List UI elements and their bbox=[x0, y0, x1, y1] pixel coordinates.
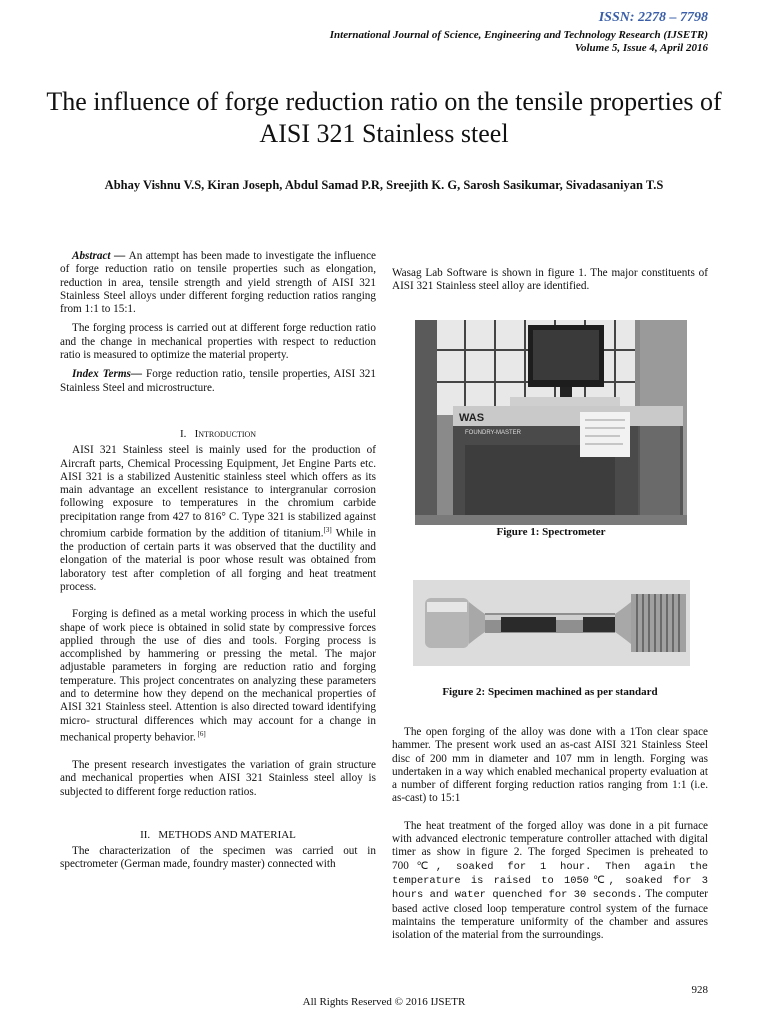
index-terms: Index Terms— Forge reduction ratio, tensile properties, AISI 321 Stainless Steel and microstructure. bbox=[60, 368, 376, 394]
right-column-body bbox=[392, 726, 708, 942]
journal-volume: Volume 5, Issue 4, April 2016 bbox=[574, 42, 708, 54]
section-heading-methods: II. METHODS AND MATERIAL bbox=[140, 828, 296, 841]
citation-ref: [6] bbox=[195, 729, 206, 738]
intro-paragraph-1: AISI 321 Stainless steel is mainly used for the production of Aircraft parts, Chemical Processing Equipment, Jet Engine Parts etc. AISI 321 is a stabilized Austenitic stainless steel which offers as its main advantage an excellent resistance to intergranular corrosion following exposure to temperatures in the chromium carbide precipitation range from 427 to 816° C. Type 321 is stabilized against chromium carbide formation by the addition of titanium.[3] While in the production of certain parts it was observed that the ductility and elongation of the material is poor whose result was obtained from laboratory test after completion of all forging and heat treatment process. bbox=[60, 444, 376, 593]
spectrometer-illustration bbox=[415, 320, 687, 525]
methods-paragraph-1: The characterization of the specimen was carried out in spectrometer (German made, foundry master) connected with bbox=[60, 845, 376, 871]
right-paragraph-2: The open forging of the alloy was done with a 1Ton clear space hammer. The present work used an as-cast AISI 321 Stainless Steel disc of 200 mm in diameter and 107 mm in length. Forging was undertaken in a way which enabled mechanical property evaluation at a number of different forging reduction ratios ranging from 1:1 (i.e. as-cast) to 15:1 bbox=[392, 726, 708, 805]
citation-ref: [3] bbox=[323, 526, 332, 535]
abstract-text: An attempt has been made to investigate the influence of forge reduction ratio on tensile properties such as elongation, reduction in area, tensile strength and yield strength of AISI 321 Stainless Steel alloys under different forging reduction ratios ranging from 1:1 to 15:1. bbox=[60, 250, 377, 316]
figure-2-specimen-photo bbox=[413, 580, 690, 666]
author-list: Abhay Vishnu V.S, Kiran Joseph, Abdul Samad P.R, Sreejith K. G, Sarosh Sasikumar, Sivadasaniyan T.S bbox=[104, 178, 664, 192]
figure-2-caption: Figure 2: Specimen machined as per standard bbox=[442, 686, 658, 698]
abstract-paragraph-2: The forging process is carried out at different forge reduction ratio and the change in mechanical properties with respect to reduction ratio is measured to optimize the material property. bbox=[60, 322, 376, 362]
intro-paragraph-2: Forging is defined as a metal working process in which the useful shape of work piece is obtained in solid state by compressive forces applied through the use of dies and tools. Forging process is accomplished by hammering or pressing the metal. The major adjustable parameters in forging are reduction ratio and forging temperature. This project concentrates on analyzing these parameters and to determine how they depend on the mechanical properties of AISI 321 Stainless steel. Attention is also directed toward identifying micro- structural differences which may account for a change in mechanical property behavior. [6] bbox=[60, 608, 376, 744]
copyright-footer: All Rights Reserved © 2016 IJSETR bbox=[302, 996, 466, 1008]
left-column bbox=[60, 250, 376, 872]
intro-paragraph-3: The present research investigates the variation of grain structure and mechanical properties when AISI 321 Stainless steel alloy is subjected to different forge reduction ratios. bbox=[60, 758, 376, 798]
paper-title: The influence of forge reduction ratio on the tensile properties of AISI 321 Stainless steel bbox=[46, 87, 722, 148]
figure-1-caption: Figure 1: Spectrometer bbox=[496, 526, 606, 538]
abstract: Abstract — An attempt has been made to investigate the influence of forge reduction ratio on tensile properties such as elongation, reduction in area, tensile strength and yield strength of AISI 321 Stainless Steel alloys under different forging reduction ratios ranging from 1:1 to 15:1. bbox=[60, 250, 377, 316]
machine-logo: WAS bbox=[459, 412, 485, 424]
abstract-label: Abstract bbox=[72, 250, 111, 262]
figure-1-spectrometer-photo bbox=[415, 320, 687, 525]
issn: ISSN: 2278 – 7798 bbox=[598, 10, 708, 25]
right-paragraph-3: The heat treatment of the forged alloy was done in a pit furnace with advanced electronic temperature controller attached with digital timer as show in figure 2. The forged Specimen is preheated to 700℃, soaked for 1 hour. Then again the temperature is raised to 1050℃, soaked for 3 hours and water quenched for 30 seconds. The computer based active closed loop temperature control system of the furnace maintains the temperature uniformity of the chamber and assures isolation of the material from the surroundings. bbox=[392, 819, 708, 942]
journal-name: International Journal of Science, Engineering and Technology Research (IJSETR) bbox=[329, 29, 708, 41]
right-column-intro bbox=[392, 267, 708, 294]
index-terms-label: Index Terms— bbox=[72, 368, 143, 381]
section-heading-introduction: I. Introduction bbox=[179, 427, 257, 440]
right-paragraph-1: Wasag Lab Software is shown in figure 1. The major constituents of AISI 321 Stainless steel alloy are identified. bbox=[392, 267, 708, 293]
machine-label: FOUNDRY-MASTER bbox=[465, 430, 522, 436]
page-number: 928 bbox=[691, 984, 708, 996]
journal-header bbox=[330, 29, 708, 55]
specimen-illustration bbox=[413, 580, 690, 666]
